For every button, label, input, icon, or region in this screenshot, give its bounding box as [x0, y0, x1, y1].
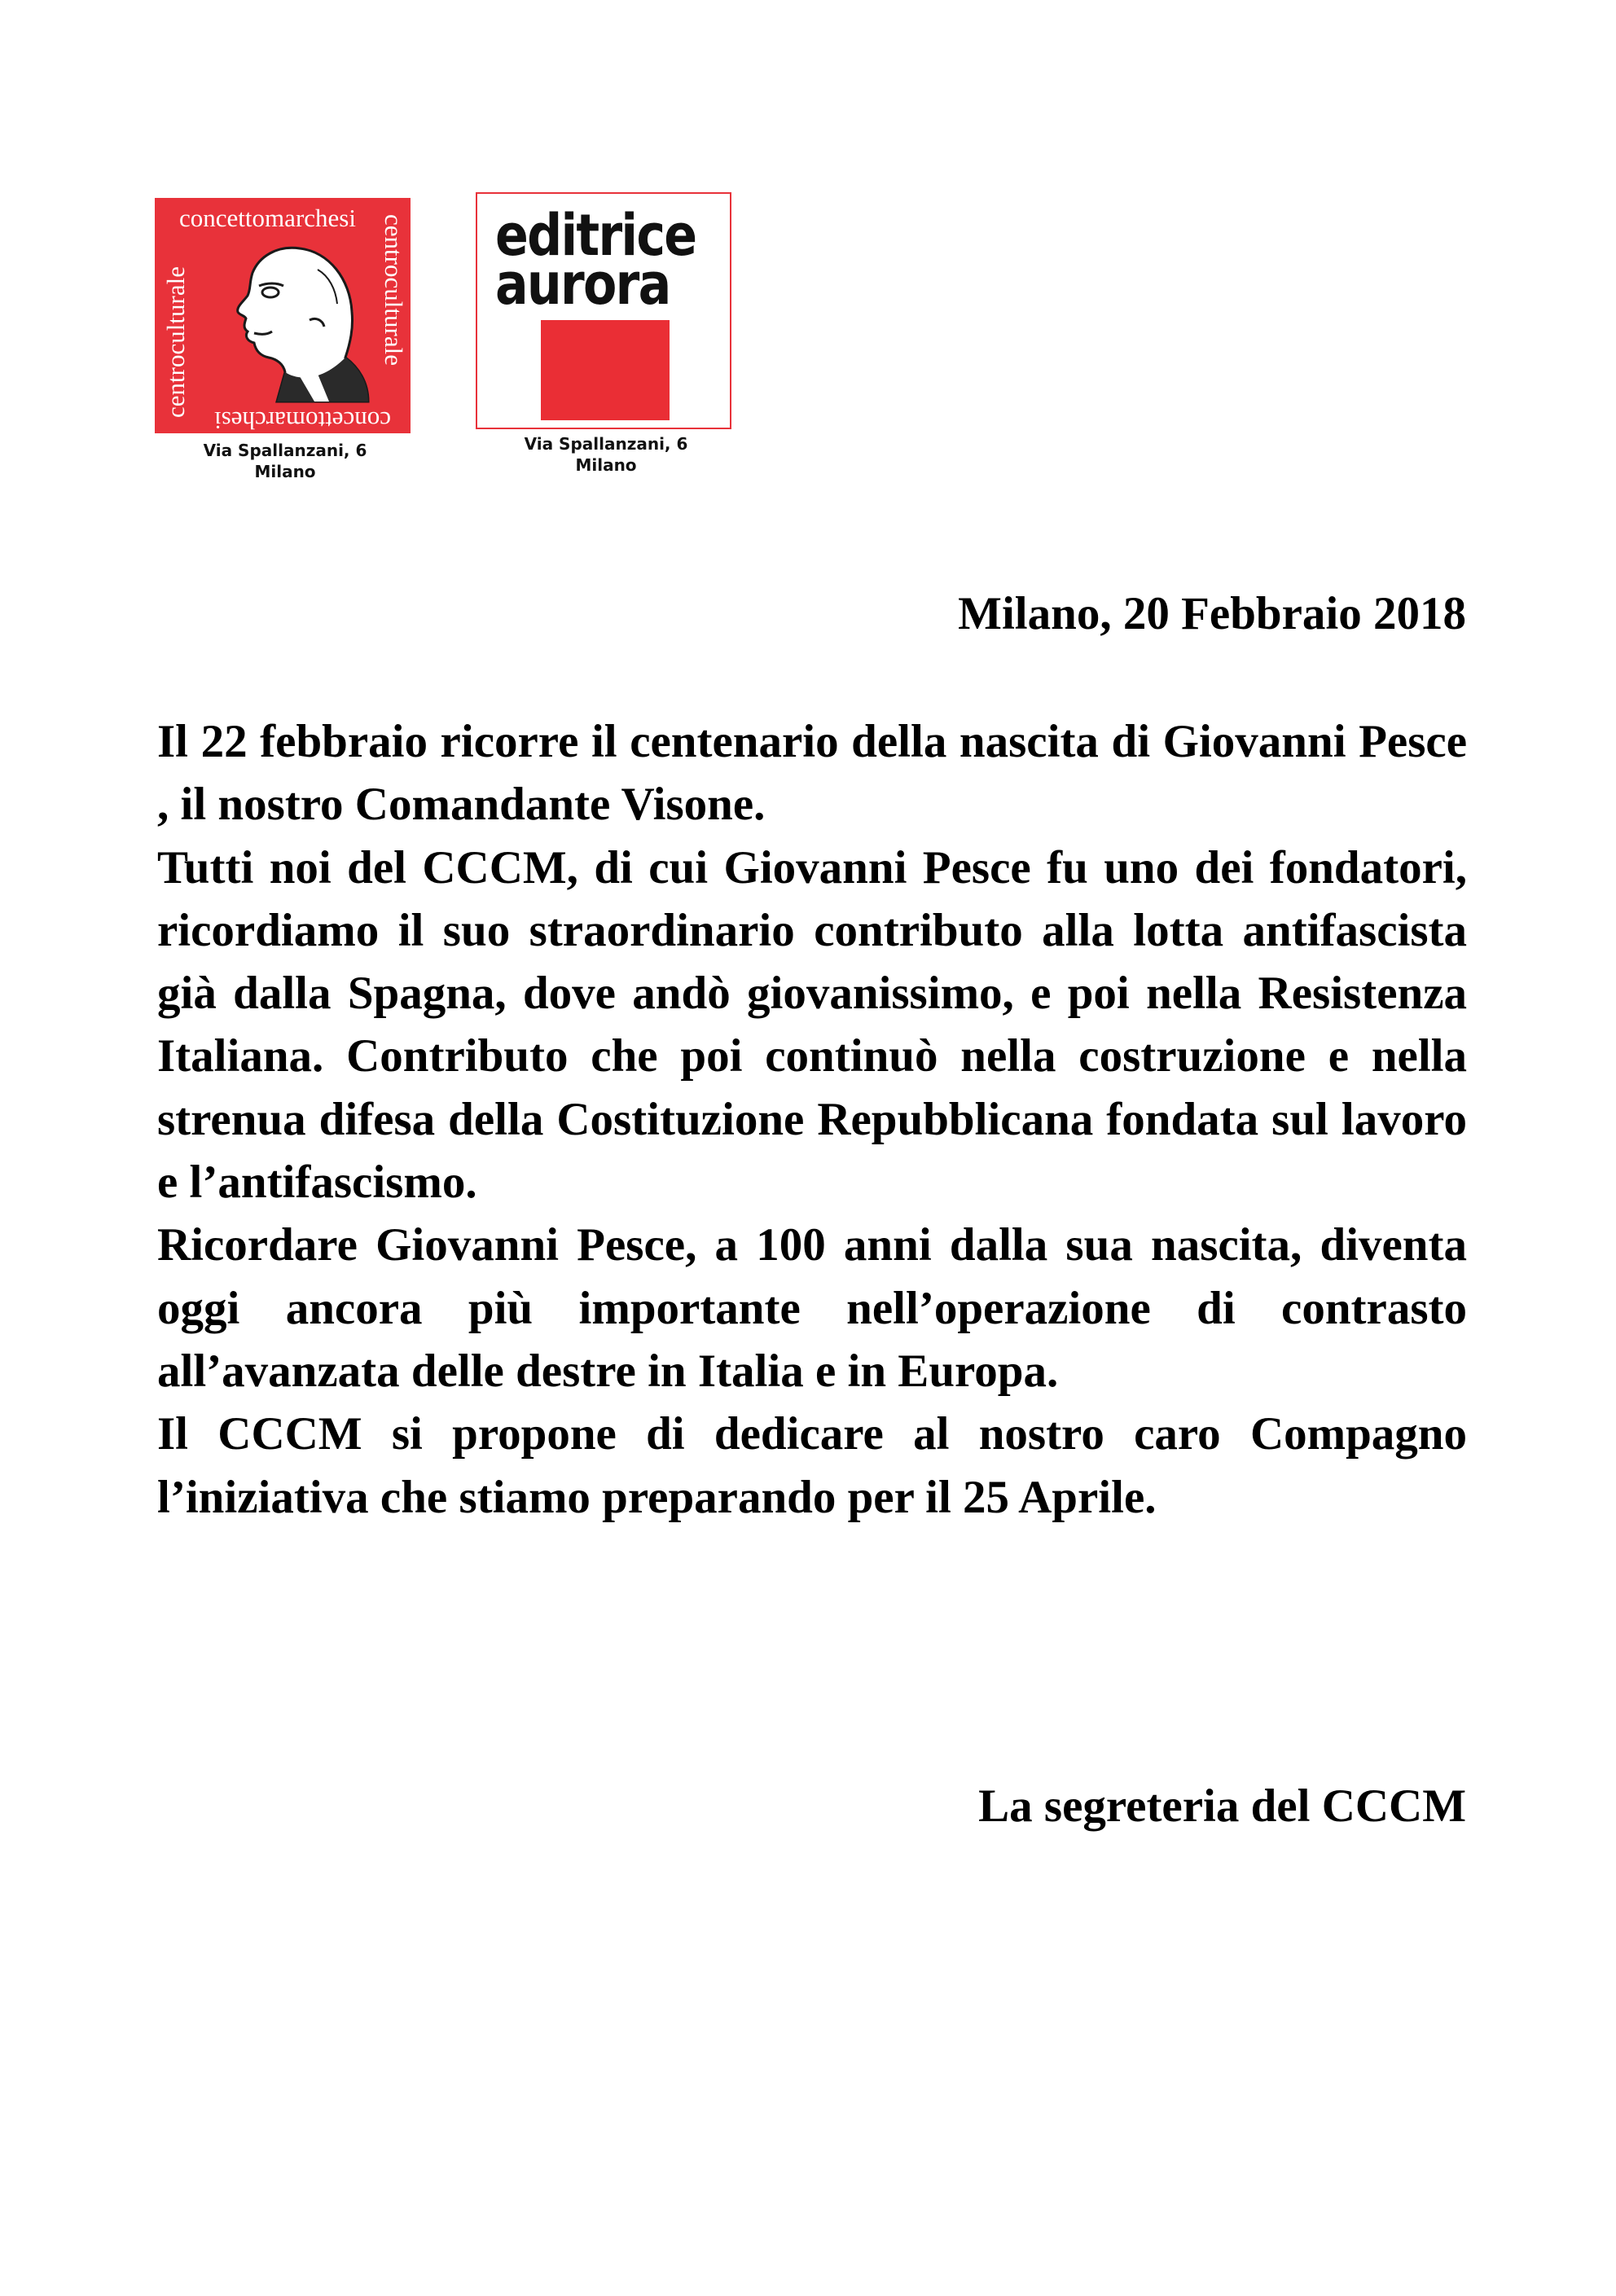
portrait-illustration [238, 248, 368, 402]
aurora-logo-line1: editrice [495, 202, 696, 269]
letter-body [157, 710, 1467, 1529]
cccm-city: Milano [254, 462, 316, 481]
aurora-address: Via Spallanzani, 6 [524, 434, 688, 454]
cccm-logo-caption [155, 440, 415, 482]
aurora-city: Milano [575, 455, 637, 475]
paragraph: Ricordare Giovanni Pesce, a 100 anni dalla sua nascita, diventa oggi ancora più importante nell’operazione di contrasto all’avanzata delle destre in Italia e in Europa. [157, 1219, 1467, 1397]
cccm-logo [155, 198, 411, 433]
cccm-text-left: centroculturale [161, 266, 190, 418]
letter-date: Milano, 20 Febbraio 2018 [958, 588, 1466, 639]
aurora-red-square [541, 320, 670, 420]
aurora-logo-caption [476, 433, 736, 476]
cccm-text-right: centroculturale [380, 214, 408, 366]
cccm-text-bottom: concettomarchesi [214, 406, 391, 433]
cccm-logo-graphic [155, 198, 411, 433]
paragraph: Il 22 febbraio ricorre il centenario della nascita di Giovanni Pesce , il nostro Comandante Visone. [157, 716, 1467, 831]
paragraph: Il CCCM si propone di dedicare al nostro caro Compagno l’iniziativa che stiamo preparando per il 25 Aprile. [157, 1408, 1467, 1523]
cccm-address: Via Spallanzani, 6 [203, 441, 367, 460]
aurora-logo-line2: aurora [495, 251, 670, 318]
letter-signature: La segreteria del CCCM [978, 1780, 1466, 1832]
paragraph: Tutti noi del CCCM, di cui Giovanni Pesce fu uno dei fondatori, ricordiamo il suo straordinario contributo alla lotta antifascista già dalla Spagna, dove andò giovanissimo, e poi nella Resistenza Italiana. Contributo che poi continuò nella costruzione e nella strenua difesa della Costituzione Repubblicana fondata sul lavoro e l’antifascismo. [157, 841, 1467, 1209]
editrice-aurora-logo [476, 192, 731, 429]
cccm-text-top: concettomarchesi [179, 204, 356, 232]
